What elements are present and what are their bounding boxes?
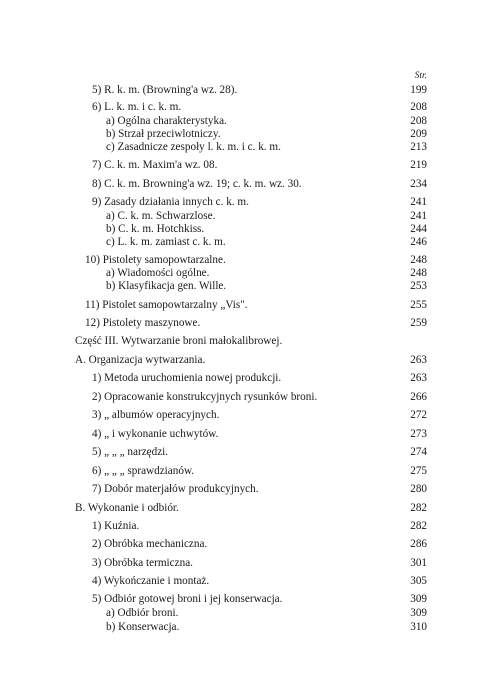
toc-entry-text: 6) L. k. m. i c. k. m. <box>92 101 182 113</box>
toc-entry-text: 5) Odbiór gotowej broni i jej konserwacja. <box>92 593 283 605</box>
toc-entry-text: a) Odbiór broni. <box>106 607 179 619</box>
toc-entry <box>0 370 480 386</box>
toc-entry-page: 208 <box>410 115 427 127</box>
toc-entry-page: 309 <box>410 593 427 605</box>
toc-entry-text: 1) Metoda uruchomienia nowej produkcji. <box>92 372 282 384</box>
toc-entry-text: 10) Pistolety samopowtarzalne. <box>85 254 226 266</box>
toc-entry-page: 282 <box>410 502 427 514</box>
toc-entry-text: 5) R. k. m. (Browning'a wz. 28). <box>92 84 238 96</box>
toc-entry-text: c) L. k. m. zamiast c. k. m. <box>106 236 226 248</box>
toc-entry-page: 274 <box>410 446 427 458</box>
toc-entry-page: 273 <box>410 428 427 440</box>
toc-entry-text: 11) Pistolet samopowtarzalny „Vis". <box>85 299 248 311</box>
toc-entry <box>0 82 480 98</box>
toc-entry-text: b) Strzał przeciwlotniczy. <box>106 128 221 140</box>
toc-entry-text: 7) Dobór materjałów produkcyjnych. <box>92 483 259 495</box>
toc-entry <box>0 278 480 294</box>
toc-entry-text: 3) „ albumów operacyjnych. <box>92 409 220 421</box>
toc-entry-text: 5) „ „ „ narzędzi. <box>92 446 169 458</box>
toc-entry-text: b) Konserwacja. <box>106 621 180 633</box>
toc-entry-page: 209 <box>410 128 427 140</box>
toc-entry-text: b) Klasyfikacja gen. Wille. <box>106 280 227 292</box>
toc-entry-page: 310 <box>410 621 427 633</box>
toc-entry-page: 263 <box>410 372 427 384</box>
toc-entry <box>0 176 480 192</box>
subsection-heading <box>0 352 480 368</box>
toc-entry-text: 9) Zasady działania innych c. k. m. <box>92 196 249 208</box>
toc-entry <box>0 555 480 571</box>
toc-entry-page: 199 <box>410 84 427 96</box>
toc-entry-text: c) Zasadnicze zespoły l. k. m. i c. k. m. <box>106 141 281 153</box>
toc-entry-text: 7) C. k. m. Maxim'a wz. 08. <box>92 159 218 171</box>
toc-entry <box>0 297 480 313</box>
toc-entry-page: 301 <box>410 557 427 569</box>
toc-entry <box>0 315 480 331</box>
subsection-heading-text: B. Wykonanie i odbiór. <box>75 502 179 514</box>
toc-entry <box>0 536 480 552</box>
toc-entry-text: 2) Obróbka mechaniczna. <box>92 538 208 550</box>
toc-entry-text: a) C. k. m. Schwarzlose. <box>106 210 216 222</box>
toc-entry-page: 234 <box>410 178 427 190</box>
toc-entry-text: 3) Obróbka termiczna. <box>92 557 193 569</box>
section-heading <box>0 333 480 349</box>
toc-entry <box>0 426 480 442</box>
toc-entry-page: 246 <box>410 236 427 248</box>
toc-entry <box>0 407 480 423</box>
toc-entry-page: 244 <box>410 223 427 235</box>
toc-entry-text: a) Ogólna charakterystyka. <box>106 115 227 127</box>
toc-entry-text: 4) Wykończanie i montaż. <box>92 575 210 587</box>
toc-entry-page: 275 <box>410 465 427 477</box>
subsection-heading <box>0 500 480 516</box>
toc-entry-page: 248 <box>410 267 427 279</box>
toc-entry-page: 286 <box>410 538 427 550</box>
toc-entry-text: 8) C. k. m. Browning'a wz. 19; c. k. m. wz. 30. <box>92 178 302 190</box>
toc-entry <box>0 481 480 497</box>
toc-entry-page: 241 <box>410 210 427 222</box>
toc-entry <box>0 463 480 479</box>
toc-entry <box>0 139 480 155</box>
toc-entry-page: 213 <box>410 141 427 153</box>
subsection-heading-text: A. Organizacja wytwarzania. <box>75 354 206 366</box>
toc-entry-page: 248 <box>410 254 427 266</box>
toc-entry-page: 255 <box>410 299 427 311</box>
toc-entry <box>0 619 480 635</box>
toc-entry <box>0 518 480 534</box>
toc-entry-text: 4) „ i wykonanie uchwytów. <box>92 428 219 440</box>
toc-entry-text: 6) „ „ „ sprawdzianów. <box>92 465 195 477</box>
toc-entry-text: 2) Opracowanie konstrukcyjnych rysunków broni. <box>92 391 318 403</box>
toc-entry-page: 305 <box>410 575 427 587</box>
section-heading-text: Część III. Wytwarzanie broni małokalibrowej. <box>75 335 283 347</box>
toc-entry-page: 259 <box>410 317 427 329</box>
toc-entry-page: 272 <box>410 409 427 421</box>
toc-entry <box>0 444 480 460</box>
toc-entry-text: 1) Kuźnia. <box>92 520 140 532</box>
toc-entry-page: 208 <box>410 101 427 113</box>
page-column-label: Str. <box>414 71 427 81</box>
toc-entry-page: 266 <box>410 391 427 403</box>
toc-entry-page: 241 <box>410 196 427 208</box>
toc-entry <box>0 573 480 589</box>
toc-entry <box>0 389 480 405</box>
toc-entry-page: 253 <box>410 280 427 292</box>
toc-entry-page: 219 <box>410 159 427 171</box>
toc-entry <box>0 234 480 250</box>
toc-entry-text: 12) Pistolety maszynowe. <box>85 317 201 329</box>
toc-entry-page: 282 <box>410 520 427 532</box>
toc-entry-page: 309 <box>410 607 427 619</box>
toc-entry-text: a) Wiadomości ogólne. <box>106 267 210 279</box>
toc-entry-text: b) C. k. m. Hotchkiss. <box>106 223 205 235</box>
toc-entry-page: 263 <box>410 354 427 366</box>
toc-entry-page: 280 <box>410 483 427 495</box>
toc-entry <box>0 157 480 173</box>
